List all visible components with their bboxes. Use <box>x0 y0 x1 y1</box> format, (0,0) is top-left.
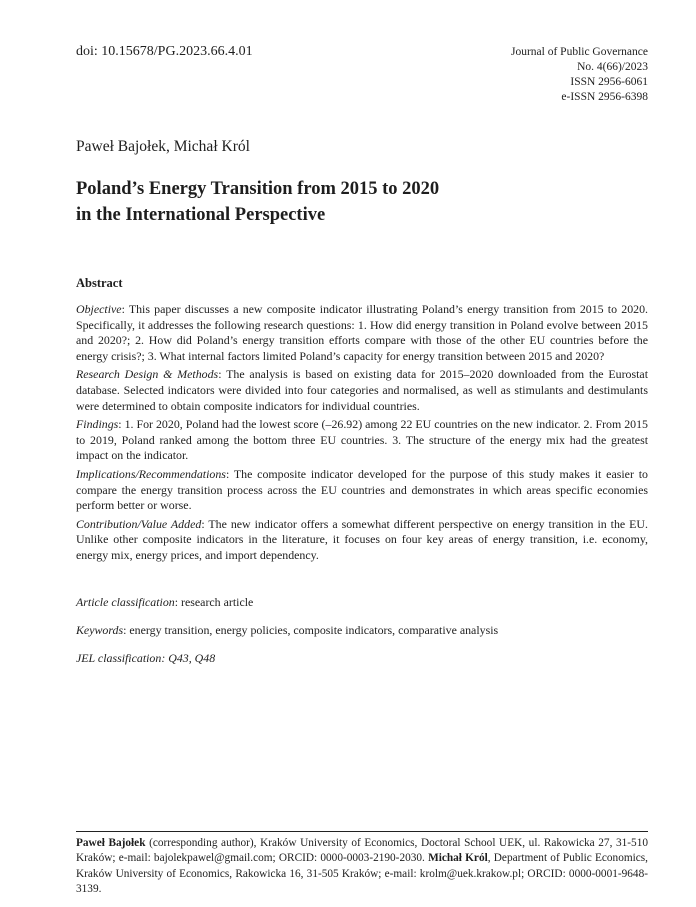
author2-name: Michał Król <box>428 852 488 865</box>
journal-name: Journal of Public Governance <box>510 46 648 58</box>
jel-value: : Q43, Q48 <box>161 651 216 665</box>
title-line: in the International Perspective <box>76 205 326 225</box>
article-classification <box>76 595 648 610</box>
author2-details: , Department of Public Economics, Kraków University of Economics, Rakowicka 16, 31-505 Kraków; e-mail: krolm@uek.krakow.pl; ORCID: 0000-0001-9648-3139. <box>76 852 648 896</box>
abstract-body <box>76 302 648 567</box>
section-text: : The composite indicator developed for the purpose of this study makes it easier to compare the energy transition process across the EU countries and demonstrates in which areas specific economies perform better or worse. <box>76 466 648 513</box>
author1-name: Paweł Bajołek <box>76 837 146 849</box>
section-label: Contribution/Value Added <box>76 516 202 531</box>
abstract-methods <box>76 367 648 414</box>
journal-issn: ISSN 2956-6061 <box>570 76 648 88</box>
abstract-heading: Abstract <box>76 276 123 290</box>
keywords-value: : energy transition, energy policies, composite indicators, comparative analysis <box>123 623 499 637</box>
classification-label: Article classification <box>76 595 175 609</box>
abstract-implications <box>76 467 648 514</box>
abstract-findings <box>76 417 648 464</box>
section-label: Implications/Recommendations <box>76 466 226 481</box>
title-line: Poland’s Energy Transition from 2015 to 2020 <box>76 179 440 199</box>
jel-classification <box>76 651 648 666</box>
footnote-divider <box>76 831 648 832</box>
abstract-objective <box>76 302 648 364</box>
journal-issue: No. 4(66)/2023 <box>577 61 648 73</box>
keywords <box>76 623 648 638</box>
classification-value: : research article <box>174 595 254 609</box>
author-footnote <box>76 836 648 898</box>
section-text: : 1. For 2020, Poland had the lowest score (–26.92) among 22 EU countries on the new indicator. 2. From 2015 to 2019, Poland ranked among the bottom three EU countries. 3. The structure of the energy mix had the greatest impact on the indicator. <box>76 417 648 463</box>
section-text: : The new indicator offers a somewhat different perspective on energy transition in the EU. Unlike other composite indicators in the literature, it focuses on four key areas of energy transition, i.e. economy, energy mix, energy prices, and import dependency. <box>76 516 648 562</box>
author1-details: (corresponding author), Kraków University of Economics, Doctoral School UEK, ul. Rakowicka 27, 31-510 Kraków; e-mail: bajolekpawel@gmail.com; ORCID: 0000-0003-2190-2030. <box>76 837 648 865</box>
section-text: : The analysis is based on existing data for 2015–2020 downloaded from the Eurostat database. Selected indicators were divided into four categories and normalised, as well as stimulants and destimulants were determined to obtain composite indicators for individual countries. <box>76 367 648 413</box>
journal-info <box>511 45 648 105</box>
author-list: Paweł Bajołek, Michał Król <box>76 138 250 155</box>
keywords-label: Keywords <box>76 623 124 637</box>
doi-identifier: doi: 10.15678/PG.2023.66.4.01 <box>76 44 253 59</box>
section-label: Research Design & Methods <box>76 367 219 382</box>
jel-label: JEL classification <box>76 651 162 665</box>
section-label: Findings <box>76 417 119 432</box>
section-text: : This paper discusses a new composite indicator illustrating Poland’s energy transition from 2015 to 2020. Specifically, it addresses the following research questions: 1. How did energy transition in Poland evolve between 2015 and 2020?; 2. How did Poland’s energy transition efforts compare with those of the other EU countries before the energy crisis?; 3. What internal factors limited Poland’s capacity for energy transition between 2015 and 2020? <box>76 302 648 363</box>
abstract-contribution <box>76 517 648 564</box>
section-label: Objective <box>76 302 122 316</box>
article-title <box>76 176 636 228</box>
journal-eissn: e-ISSN 2956-6398 <box>561 91 648 103</box>
